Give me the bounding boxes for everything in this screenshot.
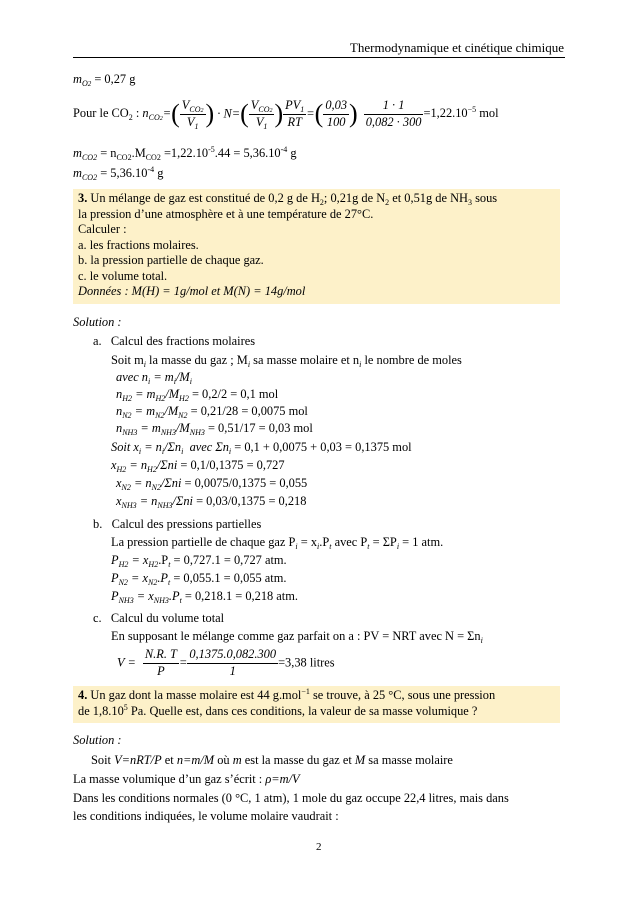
a-x-n2: $x_{N2} = n_{N2}/\Sigma ni = 0,0075/0,1375 = 0,055$	[116, 476, 308, 492]
c-line-1: En supposant le mélange comme gaz parfait on a : PV = NRT avec $N = \Sigma n_i$	[111, 629, 483, 645]
solution-3-label: Solution :	[73, 315, 122, 329]
a-x-nh3: $x_{NH3} = n_{NH3}/\Sigma ni = 0,03/0,1375 = 0,218$	[116, 494, 307, 510]
a-line-1: Soit $m_i$ la masse du gaz ; $M_i$ sa masse molaire et $n_i$ le nombre de moles	[111, 353, 462, 369]
page-number: 2	[316, 841, 322, 853]
mco2-line-1: $m_{CO2} = n_{CO2}.M_{CO2} =1,22.10^{-5}.44 = 5,36.10^{-4}$ g	[73, 145, 297, 162]
co2-line: Pour le $CO_2$ : $n_{CO2}=$( $\frac{V_{CO2}}{V_1}$ ) · N=( $\frac{V_{CO2}}{V_1}$ ) $\frac{PV_1}{RT}$ =( $\frac{0,03}{100}$ ) $\frac{1 \cdot 1}{0,082 \cdot 300}$ $=1,22.10^{-5}$ mol	[73, 98, 499, 131]
c-volume-formula: V = $\frac{N.R. T}{P}$ = $\frac{0,1375.0,082.300}{1}$ =3,38 litres	[117, 647, 335, 678]
fraction-vco2-v1: $\frac{V_{CO2}}{V_1}$	[181, 98, 204, 131]
b-p-n2: $P_{N2} = x_{N2}.P_t = 0,055.1 = 0,055$ atm.	[111, 571, 287, 587]
sol4-line-3: Dans les conditions normales (0 °C, 1 atm), 1 mole du gaz occupe 22,4 litres, mais dans	[73, 791, 509, 805]
a-line-2: avec $n_i = m_i/M_i$	[116, 370, 192, 386]
b-p-nh3: $P_{NH3} = x_{NH3}.P_t = 0,218.1 = 0,218$ atm.	[111, 589, 298, 605]
a-n-nh3: $n_{NH3} = m_{NH3}/M_{NH3} = 0,51/17 = 0,03$ mol	[116, 421, 313, 437]
b-p-h2: $P_{H2} = x_{H2}.P_t = 0,727.1 = 0,727$ atm.	[111, 553, 287, 569]
mco2-line-2: $m_{CO2} = 5,36.10^{-4}$ g	[73, 165, 164, 182]
section-c-title: c. Calcul du volume total	[93, 611, 225, 625]
a-x-h2: $x_{H2} = n_{H2}/\Sigma ni = 0,1/0,1375 = 0,727$	[111, 458, 285, 474]
a-n-n2: $n_{N2} = m_{N2}/M_{N2} = 0,21/28 = 0,0075$ mol	[116, 404, 308, 420]
sol4-line-2: La masse volumique d’un gaz s’écrit : ρ=m/V	[73, 772, 300, 786]
sol4-line-4: les conditions indiquées, le volume molaire vaudrait :	[73, 809, 339, 823]
section-a-title: a. Calcul des fractions molaires	[93, 334, 256, 348]
mo2-line: $m_{O2} = 0,27$ g	[73, 72, 136, 88]
page-header-title: Thermodynamique et cinétique chimique	[349, 40, 564, 55]
b-line-1: La pression partielle de chaque gaz $P_i = x_i.P_t$ avec $P_t = \Sigma P_i = 1$ atm.	[111, 535, 444, 551]
section-b-title: b. Calcul des pressions partielles	[93, 517, 262, 531]
solution-4-label: Solution :	[73, 733, 122, 747]
question-3-box: 3. Un mélange de gaz est constitué de 0,2 g de $H_2$; 0,21g de $N_2$ et 0,51g de $NH_3$ sous la pression d’une atmosphère et à une température de 27°C. Calculer : a. les fractions molaires. b. la pression partielle de chaque gaz. c. le volume total. Données : M(H) = 1g/mol et M(N) = 14g/mol	[73, 189, 560, 304]
sol4-line-1: Soit V=nRT/P et n=m/M où m est la masse du gaz et M sa masse molaire	[91, 753, 453, 767]
question-4-box: 4. Un gaz dont la masse molaire est 44 g.mol$^{-1}$ se trouve, à 25 °C, sous une pression de 1,8.10$^5$ Pa. Quelle est, dans ces conditions, la valeur de sa masse volumique ?	[73, 686, 560, 723]
a-n-h2: $n_{H2} = m_{H2}/M_{H2} = 0,2/2 = 0,1$ mol	[116, 387, 279, 403]
header-rule	[73, 57, 565, 58]
a-sum: Soit $x_i = n_i/\Sigma n_i$ avec $\Sigma n_i = 0,1 + 0,0075 + 0,03 = 0,1375$ mol	[111, 440, 412, 456]
